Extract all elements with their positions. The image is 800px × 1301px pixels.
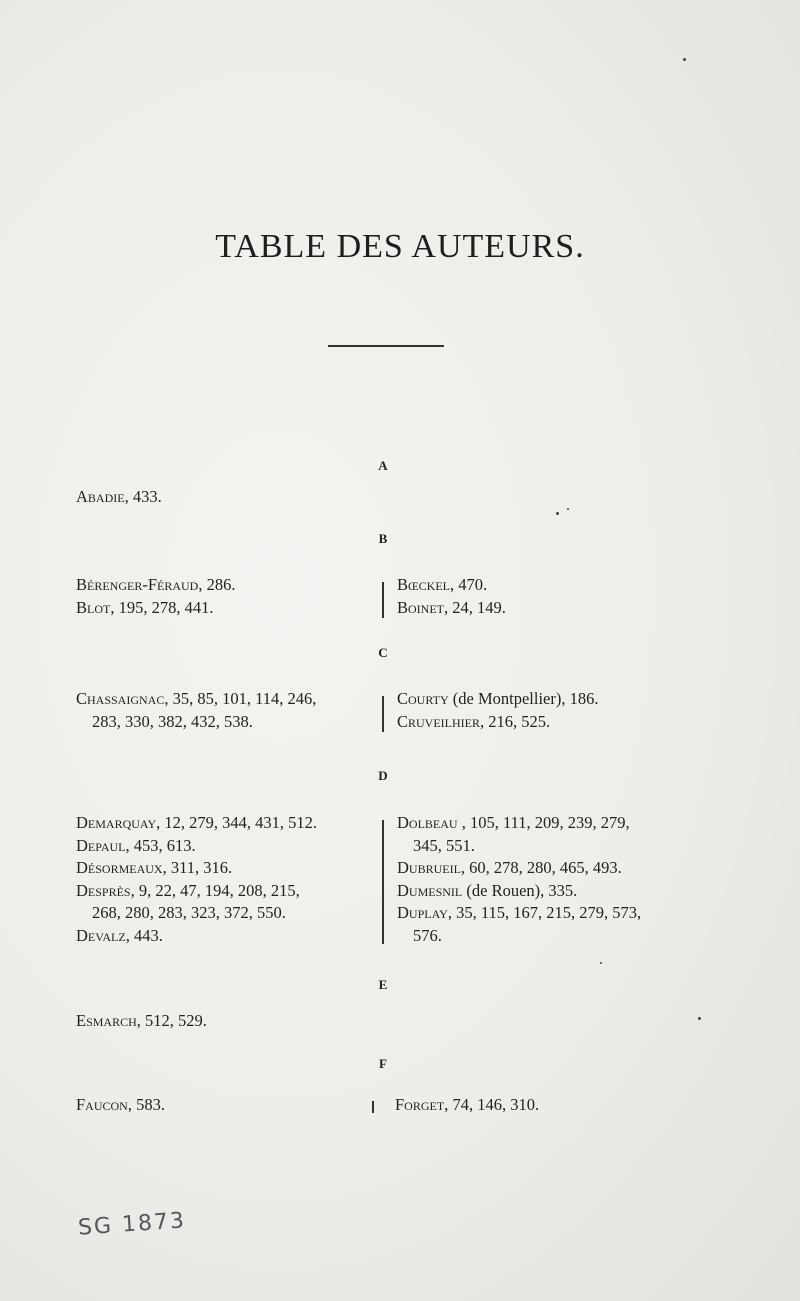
page-references: , 583. (127, 1095, 165, 1114)
author-entry (397, 574, 717, 597)
page-references: , 453, 613. (125, 835, 196, 855)
page-references: , 105, 111, 209, 239, 279, (457, 813, 630, 832)
letter-heading-d: D (378, 768, 388, 783)
author-name: Esmarch (76, 1011, 137, 1030)
author-entry-continuation (397, 925, 717, 948)
page-references: , 195, 278, 441. (110, 597, 214, 617)
author-name: Blot (76, 597, 111, 617)
ink-speck (698, 1017, 701, 1020)
author-entry-continuation (397, 835, 717, 858)
author-entry (76, 688, 376, 711)
author-entry (395, 1094, 715, 1117)
author-name: Bœckel (397, 575, 451, 594)
page-references: , 216, 525. (480, 711, 551, 731)
author-entry-continuation (76, 902, 376, 925)
page-references: , 433. (124, 487, 162, 506)
author-name: Demarquay (76, 813, 157, 832)
section-e-left (76, 1010, 376, 1033)
letter-heading-c: C (378, 645, 388, 660)
author-name: Duplay (397, 903, 448, 922)
page-references: 576. (413, 925, 442, 945)
author-name: Faucon (76, 1095, 128, 1114)
author-entry (397, 902, 717, 925)
letter-heading-f: F (379, 1056, 387, 1071)
ink-speck (683, 58, 686, 61)
author-name: Désormeaux (76, 858, 163, 877)
author-entry (76, 835, 376, 858)
page-references: , 60, 278, 280, 465, 493. (460, 858, 622, 877)
column-divider (382, 820, 384, 944)
author-name: Forget (395, 1095, 445, 1114)
author-name: Chassaignac (76, 689, 165, 708)
section-b-left (76, 574, 376, 619)
author-entry (76, 925, 376, 948)
handwritten-shelfmark: SG 1873 (77, 1208, 187, 1241)
author-entry (76, 812, 376, 835)
letter-heading-b: B (378, 531, 388, 546)
author-entry (76, 574, 376, 597)
page-references: , 12, 279, 344, 431, 512. (156, 813, 318, 832)
column-divider (382, 582, 384, 618)
section-d-left (76, 812, 376, 947)
page-references: , 35, 85, 101, 114, 246, (164, 689, 317, 708)
author-name: Abadie (76, 487, 125, 506)
section-f-left (76, 1094, 376, 1117)
page-references: , 443. (125, 925, 163, 945)
letter-heading-a: A (378, 458, 388, 473)
page-references: , 470. (450, 575, 488, 594)
author-entry (76, 857, 376, 880)
author-name: Cruveilhier (397, 711, 480, 731)
page-title: TABLE DES AUTEURS. (215, 228, 585, 265)
page-references: , 311, 316. (162, 858, 233, 877)
ink-speck (600, 962, 602, 964)
author-name: Depaul (76, 835, 126, 855)
page-references: 345, 551. (413, 835, 475, 855)
author-entry (397, 880, 717, 903)
author-entry (397, 688, 717, 711)
section-d-right (397, 812, 717, 947)
author-entry (397, 597, 717, 620)
author-entry (397, 857, 717, 880)
section-b-right (397, 574, 717, 619)
column-divider (382, 696, 384, 732)
title-rule (328, 345, 444, 347)
page-references: , 9, 22, 47, 194, 208, 215, (130, 880, 300, 900)
author-entry (76, 597, 376, 620)
author-entry (76, 1010, 376, 1033)
page-references: , 512, 529. (136, 1011, 207, 1030)
section-c-left (76, 688, 376, 733)
author-name: Desprès (76, 880, 131, 900)
author-name: Dolbeau (397, 813, 458, 832)
author-entry-continuation (76, 711, 376, 734)
author-entry (76, 486, 376, 509)
page-references: 268, 280, 283, 323, 372, 550. (92, 903, 286, 922)
page-references: (de Rouen), 335. (462, 880, 578, 900)
letter-heading-e: E (378, 977, 388, 992)
page-references: , 74, 146, 310. (444, 1095, 540, 1114)
ink-speck (556, 512, 559, 515)
page-references: , 35, 115, 167, 215, 279, 573, (447, 903, 642, 922)
author-name: Boinet (397, 597, 444, 617)
column-divider (372, 1101, 374, 1113)
page-references: (de Montpellier), 186. (448, 689, 599, 708)
section-a-left (76, 486, 376, 509)
author-name: Dubrueil (397, 858, 461, 877)
author-entry (397, 812, 717, 835)
ink-speck (567, 508, 569, 510)
page-references: , 286. (198, 575, 236, 594)
author-name: Bérenger-Féraud (76, 575, 199, 594)
author-entry (76, 1094, 376, 1117)
author-name: Devalz (76, 925, 126, 945)
author-entry (76, 880, 376, 903)
section-f-right (395, 1094, 715, 1117)
author-entry (397, 711, 717, 734)
section-c-right (397, 688, 717, 733)
page-references: , 24, 149. (444, 597, 506, 617)
author-name: Courty (397, 689, 449, 708)
page-references: 283, 330, 382, 432, 538. (92, 711, 253, 731)
author-name: Dumesnil (397, 880, 463, 900)
